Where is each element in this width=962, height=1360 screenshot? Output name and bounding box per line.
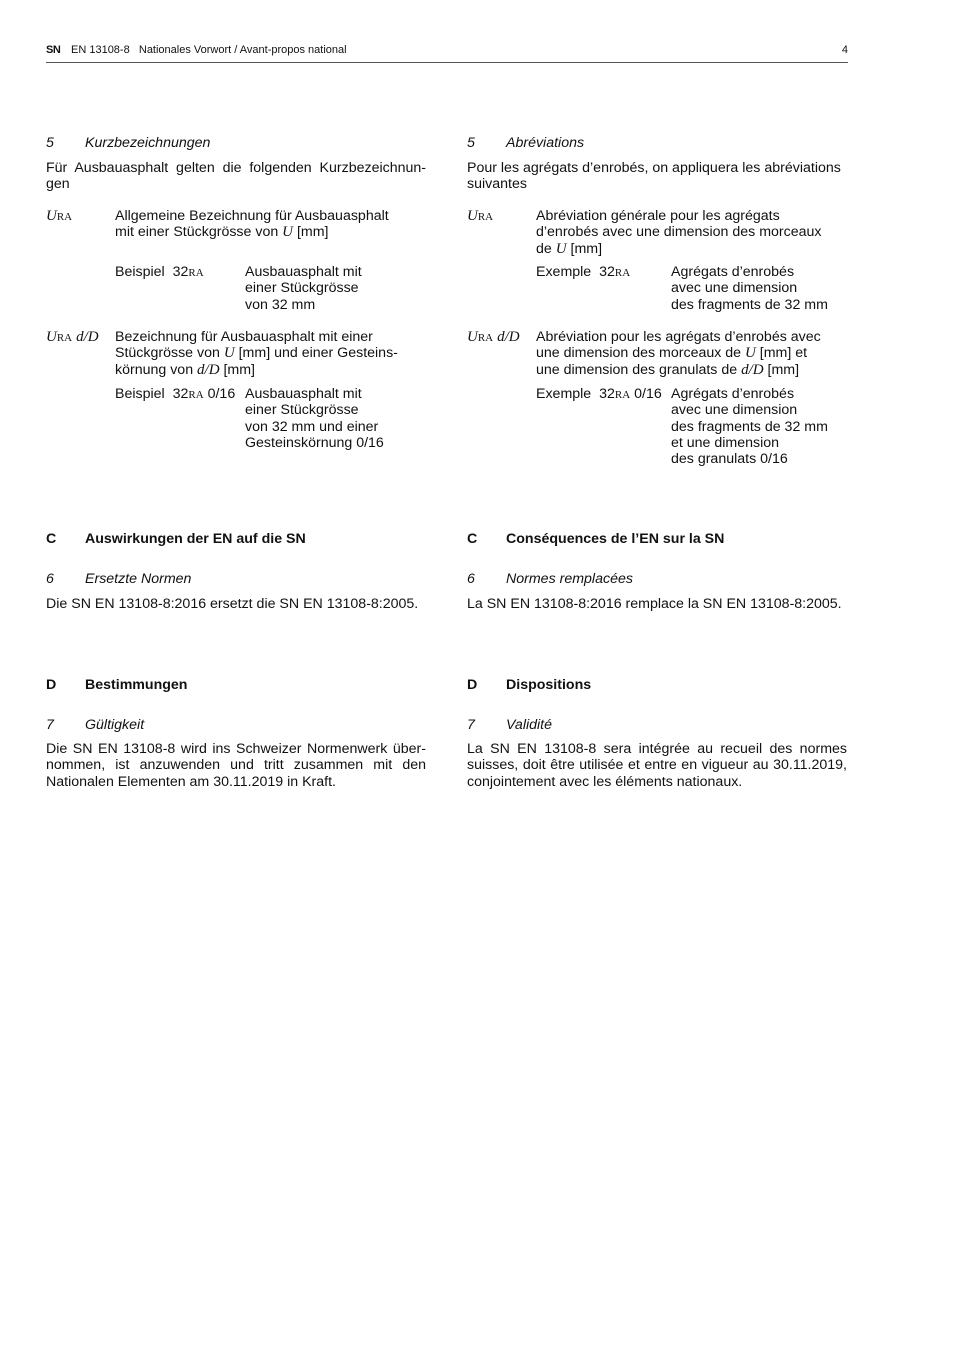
page-number: 4 bbox=[841, 44, 848, 56]
section-d-heading: D Dispositions bbox=[467, 677, 592, 693]
section-7-heading: 7 Gültigkeit bbox=[46, 717, 145, 733]
example-1-label: Beispiel 32RA bbox=[115, 264, 204, 280]
example-1-text: Ausbauasphalt mit einer Stückgrösse von 32 mm bbox=[245, 264, 362, 313]
symbol-ura: URA bbox=[467, 208, 494, 224]
example-2-label: Beispiel 32RA 0/16 bbox=[115, 386, 236, 402]
section-5-heading: 5 Abréviations bbox=[467, 135, 585, 151]
symbol-ura-dd: URA d/D bbox=[467, 329, 520, 345]
section-5-heading: 5 Kurzbezeichnungen bbox=[46, 135, 211, 151]
definition-ura-dd: Abréviation pour les agrégats d’enrobés avec une dimension des morceaux de U [mm] et une dimension des granulats de d/D [mm] bbox=[536, 329, 821, 378]
sn-logo: SN bbox=[46, 44, 61, 56]
section-6-text: La SN EN 13108-8:2016 remplace la SN EN 13108-8:2005. bbox=[467, 596, 842, 612]
example-2-text: Agrégats d’enrobés avec une dimension des fragments de 32 mm et une dimension des granulats 0/16 bbox=[671, 386, 828, 468]
section-7-heading: 7 Validité bbox=[467, 717, 553, 733]
section-6-text: Die SN EN 13108-8:2016 ersetzt die SN EN 13108-8:2005. bbox=[46, 596, 419, 612]
symbol-ura: URA bbox=[46, 208, 73, 224]
definition-ura-dd: Bezeichnung für Ausbauasphalt mit einer Stückgrösse von U [mm] und einer Gesteins- körnung von d/D [mm] bbox=[115, 329, 398, 378]
section-d-heading: D Bestimmungen bbox=[46, 677, 188, 693]
section-c-heading: C Conséquences de l’EN sur la SN bbox=[467, 531, 725, 547]
example-1-text: Agrégats d’enrobés avec une dimension des fragments de 32 mm bbox=[671, 264, 828, 313]
definition-ura: Abréviation générale pour les agrégats d’enrobés avec une dimension des morceaux de U [mm] bbox=[536, 208, 822, 257]
example-2-text: Ausbauasphalt mit einer Stückgrösse von 32 mm und einer Gesteinskörnung 0/16 bbox=[245, 386, 384, 451]
page-header bbox=[46, 42, 848, 63]
section-7-text: La SN EN 13108-8 sera intégrée au recueil des normes suisses, doit être utilisée et entre en vigueur au 30.11.2019, conjointement avec les éléments nationaux. bbox=[467, 741, 847, 790]
section-6-heading: 6 Ersetzte Normen bbox=[46, 571, 192, 587]
section-5-intro: Für Ausbauasphalt gelten die folgenden Kurzbezeichnun- gen bbox=[46, 160, 426, 193]
section-7-text: Die SN EN 13108-8 wird ins Schweizer Normenwerk über- nommen, ist anzuwenden und tritt zusammen mit den Nationalen Elementen am 30.11.2019 in Kraft. bbox=[46, 741, 426, 790]
symbol-ura-dd: URA d/D bbox=[46, 329, 99, 345]
example-2-label: Exemple 32RA 0/16 bbox=[536, 386, 662, 402]
definition-ura: Allgemeine Bezeichnung für Ausbauasphalt mit einer Stückgrösse von U [mm] bbox=[115, 208, 389, 241]
document-title: EN 13108-8 Nationales Vorwort / Avant-propos national bbox=[71, 44, 347, 56]
section-5-intro: Pour les agrégats d’enrobés, on appliquera les abréviations suivantes bbox=[467, 160, 841, 193]
section-6-heading: 6 Normes remplacées bbox=[467, 571, 633, 587]
example-1-label: Exemple 32RA bbox=[536, 264, 631, 280]
section-c-heading: C Auswirkungen der EN auf die SN bbox=[46, 531, 306, 547]
